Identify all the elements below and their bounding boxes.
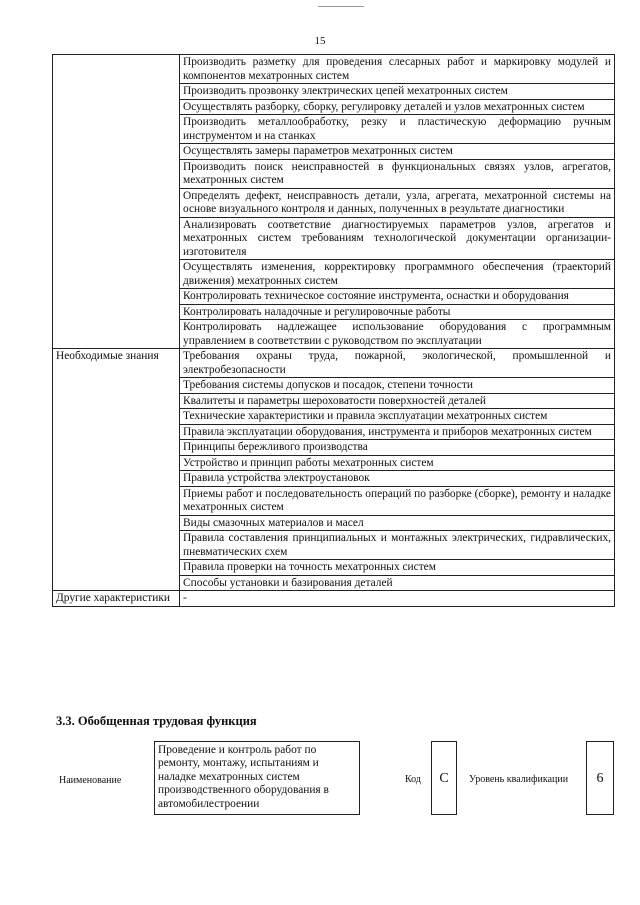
table-cell: Технические характеристики и правила эксплуатации мехатронных систем — [180, 409, 615, 425]
skills-knowledge-table — [52, 54, 615, 607]
table-cell: Производить разметку для проведения слесарных работ и маркировку модулей и компонентов мехатронных систем — [180, 55, 615, 84]
table-cell: Способы установки и базирования деталей — [180, 575, 615, 591]
page-number: 15 — [314, 35, 326, 47]
qualification-level-label: Уровень квалификации — [469, 774, 569, 785]
table-cell: Осуществлять разборку, сборку, регулировку деталей и узлов мехатронных систем — [180, 99, 615, 115]
table-cell: Устройство и принцип работы мехатронных систем — [180, 455, 615, 471]
table-cell: Определять дефект, неисправность детали, узла, агрегата, мехатронной системы на основе визуального контроля и данных, полученных в результате диагностики — [180, 188, 615, 217]
table-cell: Квалитеты и параметры шероховатости поверхностей деталей — [180, 393, 615, 409]
table-row — [53, 591, 615, 607]
table-cell: Приемы работ и последовательность операций по разборке (сборке), ремонту и наладке мехатронных систем — [180, 486, 615, 515]
row-label — [53, 55, 180, 349]
table-body — [53, 55, 615, 607]
qualification-level-value: 6 — [586, 741, 614, 815]
table-cell: Осуществлять изменения, корректировку программного обеспечения (траекторий движения) мехатронных систем — [180, 260, 615, 289]
table-cell: Осуществлять замеры параметров мехатронных систем — [180, 144, 615, 160]
table-cell: Контролировать техническое состояние инструмента, оснастки и оборудования — [180, 289, 615, 305]
code-label: Код — [405, 774, 421, 785]
table-cell: - — [180, 591, 615, 607]
table-cell: Правила проверки на точность мехатронных систем — [180, 560, 615, 576]
name-label: Наименование — [59, 775, 122, 786]
table-cell: Принципы бережливого производства — [180, 440, 615, 456]
table-cell: Правила составления принципиальных и монтажных электрических, гидравлических, пневматических схем — [180, 531, 615, 560]
row-label: Необходимые знания — [53, 349, 180, 591]
table-cell: Производить прозвонку электрических цепей мехатронных систем — [180, 84, 615, 100]
table-row — [53, 349, 615, 378]
table-cell: Производить металлообработку, резку и пластическую деформацию ручным инструментом и на станках — [180, 115, 615, 144]
table-cell: Анализировать соответствие диагностируемых параметров узлов, агрегатов и мехатронных систем требованиям технологической документации организации-изготовителя — [180, 217, 615, 260]
table-cell: Требования охраны труда, пожарной, экологической, промышленной и электробезопасности — [180, 349, 615, 378]
table-cell: Правила устройства электроустановок — [180, 471, 615, 487]
table-cell: Правила эксплуатации оборудования, инструмента и приборов мехатронных систем — [180, 424, 615, 440]
table-cell: Требования системы допусков и посадок, степени точности — [180, 378, 615, 394]
table-cell: Виды смазочных материалов и масел — [180, 515, 615, 531]
section-title: 3.3. Обобщенная трудовая функция — [56, 714, 257, 728]
top-rule — [318, 6, 364, 7]
table-cell: Производить поиск неисправностей в функциональных связях узлов, агрегатов, мехатронных систем — [180, 159, 615, 188]
row-label: Другие характеристики — [53, 591, 180, 607]
name-value: Проведение и контроль работ по ремонту, монтажу, испытаниям и наладке мехатронных систем производственного оборудования в автомобилестроении — [154, 741, 360, 815]
table-cell: Контролировать наладочные и регулировочные работы — [180, 304, 615, 320]
table-cell: Контролировать надлежащее использование оборудования с программным управлением в соответствии с руководством по эксплуатации — [180, 320, 615, 349]
table-row — [53, 55, 615, 84]
code-value: C — [431, 741, 457, 815]
